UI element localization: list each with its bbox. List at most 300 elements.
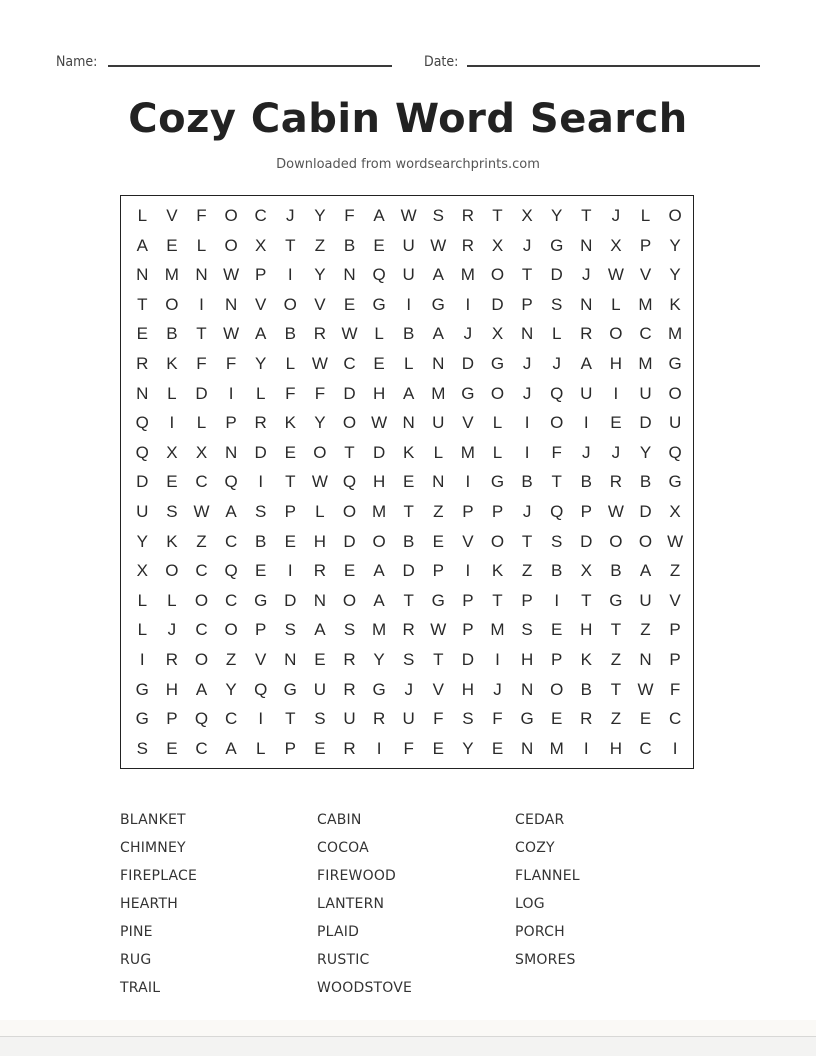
grid-cell[interactable]: Y (255, 354, 267, 373)
grid-cell[interactable]: A (136, 235, 148, 255)
grid-cell[interactable]: L (611, 294, 621, 314)
grid-cell[interactable]: J (167, 620, 177, 640)
grid-cell[interactable]: Q (194, 709, 209, 729)
grid-cell[interactable]: I (258, 709, 264, 729)
grid-cell[interactable]: T (492, 590, 503, 610)
grid-cell[interactable]: R (136, 354, 149, 373)
grid-cell[interactable]: Y (462, 738, 474, 758)
grid-cell[interactable]: B (284, 324, 296, 344)
grid-cell[interactable]: B (166, 324, 178, 344)
grid-cell[interactable]: X (491, 324, 504, 344)
grid-cell[interactable]: Z (314, 235, 326, 255)
grid-cell[interactable]: M (164, 265, 179, 285)
grid-cell[interactable]: Z (196, 531, 207, 551)
grid-cell[interactable]: I (583, 738, 589, 758)
grid-cell[interactable]: E (284, 531, 296, 551)
grid-cell[interactable]: J (522, 383, 532, 403)
grid-cell[interactable]: B (255, 531, 267, 551)
grid-cell[interactable]: G (668, 354, 682, 373)
grid-cell[interactable]: G (135, 709, 149, 729)
grid-cell[interactable]: Y (669, 235, 681, 255)
grid-cell[interactable]: A (639, 561, 652, 581)
grid-cell[interactable]: N (224, 442, 238, 462)
grid-cell[interactable]: O (372, 531, 386, 551)
grid-cell[interactable]: K (669, 294, 681, 314)
grid-cell[interactable]: T (610, 620, 622, 640)
date-line[interactable] (467, 65, 760, 67)
grid-cell[interactable]: L (315, 502, 325, 521)
grid-cell[interactable]: N (136, 383, 149, 403)
grid-cell[interactable]: C (639, 738, 652, 758)
grid-cell[interactable]: O (342, 413, 357, 433)
grid-cell[interactable]: R (580, 709, 593, 729)
grid-cell[interactable]: L (433, 442, 444, 462)
grid-cell[interactable]: T (196, 324, 207, 344)
grid-cell[interactable]: V (669, 590, 681, 610)
grid-cell[interactable]: O (342, 590, 357, 610)
grid-cell[interactable]: M (638, 294, 653, 314)
grid-cell[interactable]: W (607, 265, 624, 285)
grid-cell[interactable]: K (580, 650, 592, 669)
grid-cell[interactable]: O (165, 561, 179, 581)
grid-cell[interactable]: W (667, 531, 684, 551)
grid-cell[interactable]: D (461, 354, 475, 373)
grid-cell[interactable]: A (314, 620, 326, 640)
grid-cell[interactable]: S (136, 738, 148, 758)
grid-cell[interactable]: E (639, 709, 652, 729)
grid-cell[interactable]: E (403, 472, 415, 492)
grid-cell[interactable]: O (194, 650, 209, 669)
grid-cell[interactable]: N (313, 590, 327, 610)
grid-cell[interactable]: Q (668, 442, 682, 462)
grid-cell[interactable]: F (314, 383, 326, 403)
grid-cell[interactable]: T (521, 265, 533, 285)
grid-cell[interactable]: T (433, 650, 444, 669)
grid-cell[interactable]: W (311, 472, 328, 492)
grid-cell[interactable]: X (669, 502, 681, 521)
grid-cell[interactable]: S (403, 650, 415, 669)
grid-cell[interactable]: U (402, 235, 415, 255)
grid-cell[interactable]: N (432, 354, 445, 373)
grid-cell[interactable]: Y (314, 206, 326, 225)
grid-cell[interactable]: O (283, 294, 297, 314)
grid-cell[interactable]: I (554, 590, 560, 610)
grid-cell[interactable]: B (580, 472, 592, 492)
grid-cell[interactable]: A (195, 679, 208, 699)
grid-cell[interactable]: F (344, 206, 355, 225)
grid-cell[interactable]: I (465, 472, 471, 492)
grid-cell[interactable]: M (490, 620, 505, 640)
grid-cell[interactable]: S (521, 620, 533, 640)
grid-cell[interactable]: V (462, 531, 474, 551)
grid-cell[interactable]: D (136, 472, 149, 492)
grid-cell[interactable]: D (550, 265, 563, 285)
grid-cell[interactable]: J (463, 324, 473, 344)
grid-cell[interactable]: W (637, 679, 654, 699)
grid-cell[interactable]: I (139, 650, 145, 669)
grid-cell[interactable]: I (287, 265, 293, 285)
grid-cell[interactable]: N (284, 650, 297, 669)
grid-cell[interactable]: R (343, 738, 356, 758)
grid-cell[interactable]: U (313, 679, 327, 699)
grid-cell[interactable]: J (522, 235, 532, 255)
grid-cell[interactable]: Q (135, 413, 149, 433)
grid-cell[interactable]: D (254, 442, 267, 462)
grid-cell[interactable]: R (609, 472, 623, 492)
grid-cell[interactable]: B (580, 679, 592, 699)
grid-cell[interactable]: E (166, 738, 178, 758)
grid-cell[interactable]: E (314, 650, 326, 669)
grid-cell[interactable]: B (639, 472, 652, 492)
grid-cell[interactable]: F (551, 442, 562, 462)
grid-cell[interactable]: P (639, 235, 652, 255)
grid-cell[interactable]: W (341, 324, 358, 344)
grid-cell[interactable]: F (285, 383, 296, 403)
grid-cell[interactable]: G (254, 590, 268, 610)
grid-cell[interactable]: L (196, 235, 207, 255)
grid-cell[interactable]: P (255, 620, 267, 640)
grid-cell[interactable]: V (314, 294, 326, 314)
grid-cell[interactable]: X (491, 235, 504, 255)
grid-cell[interactable]: K (491, 561, 504, 581)
grid-cell[interactable]: G (520, 709, 534, 729)
grid-cell[interactable]: B (521, 472, 533, 492)
grid-cell[interactable]: F (492, 709, 503, 729)
grid-cell[interactable]: H (520, 650, 534, 669)
grid-cell[interactable]: G (431, 294, 445, 314)
grid-cell[interactable]: X (166, 442, 178, 462)
grid-cell[interactable]: A (580, 354, 592, 373)
grid-cell[interactable]: K (284, 413, 296, 433)
grid-cell[interactable]: J (522, 354, 532, 373)
grid-cell[interactable]: Y (225, 679, 237, 699)
grid-cell[interactable]: Z (225, 650, 237, 669)
grid-cell[interactable]: B (343, 235, 356, 255)
grid-cell[interactable]: Y (314, 413, 326, 433)
grid-cell[interactable]: L (137, 590, 148, 610)
grid-cell[interactable]: O (668, 206, 682, 225)
grid-cell[interactable]: I (199, 294, 204, 314)
grid-cell[interactable]: C (254, 206, 267, 225)
name-line[interactable] (108, 65, 392, 67)
grid-cell[interactable]: D (491, 294, 504, 314)
grid-cell[interactable]: D (343, 531, 356, 551)
grid-cell[interactable]: O (550, 679, 564, 699)
grid-cell[interactable]: K (166, 531, 178, 551)
grid-cell[interactable]: P (551, 650, 563, 669)
grid-cell[interactable]: A (373, 590, 385, 610)
grid-cell[interactable]: T (285, 235, 296, 255)
grid-cell[interactable]: T (581, 590, 592, 610)
grid-cell[interactable]: R (165, 650, 179, 669)
grid-cell[interactable]: G (283, 679, 297, 699)
grid-cell[interactable]: K (166, 354, 178, 373)
grid-cell[interactable]: H (372, 472, 386, 492)
grid-cell[interactable]: S (551, 294, 563, 314)
grid-cell[interactable]: L (492, 413, 503, 433)
grid-cell[interactable]: R (461, 206, 475, 225)
grid-cell[interactable]: O (165, 294, 179, 314)
grid-cell[interactable]: E (166, 472, 178, 492)
grid-cell[interactable]: A (225, 502, 237, 521)
grid-cell[interactable]: Q (550, 502, 564, 521)
grid-cell[interactable]: O (609, 324, 623, 344)
grid-cell[interactable]: I (583, 413, 589, 433)
grid-cell[interactable]: C (195, 561, 208, 581)
grid-cell[interactable]: O (224, 206, 238, 225)
grid-cell[interactable]: C (195, 472, 208, 492)
grid-cell[interactable]: U (432, 413, 445, 433)
grid-cell[interactable]: S (343, 620, 356, 640)
grid-cell[interactable]: P (166, 709, 178, 729)
grid-cell[interactable]: X (610, 235, 622, 255)
grid-cell[interactable]: Q (342, 472, 357, 492)
grid-cell[interactable]: Z (669, 561, 681, 581)
grid-cell[interactable]: L (374, 324, 384, 344)
grid-cell[interactable]: J (611, 206, 621, 225)
grid-cell[interactable]: N (195, 265, 208, 285)
grid-cell[interactable]: P (669, 650, 681, 669)
grid-cell[interactable]: X (136, 561, 148, 581)
grid-cell[interactable]: R (343, 650, 356, 669)
grid-cell[interactable]: J (522, 502, 532, 521)
grid-cell[interactable]: S (432, 206, 444, 225)
grid-cell[interactable]: E (432, 531, 444, 551)
grid-cell[interactable]: C (639, 324, 652, 344)
grid-cell[interactable]: C (668, 709, 682, 729)
grid-cell[interactable]: H (461, 679, 475, 699)
grid-cell[interactable]: X (580, 561, 592, 581)
grid-cell[interactable]: E (314, 738, 326, 758)
grid-cell[interactable]: O (194, 590, 209, 610)
grid-cell[interactable]: O (224, 235, 238, 255)
grid-cell[interactable]: T (610, 679, 622, 699)
grid-cell[interactable]: S (166, 502, 178, 521)
grid-cell[interactable]: M (431, 383, 446, 403)
grid-cell[interactable]: W (193, 502, 210, 521)
grid-cell[interactable]: H (372, 383, 386, 403)
grid-cell[interactable]: L (137, 206, 148, 225)
grid-cell[interactable]: O (638, 531, 653, 551)
grid-cell[interactable]: P (462, 502, 474, 521)
grid-cell[interactable]: F (669, 679, 681, 699)
grid-cell[interactable]: R (343, 679, 356, 699)
grid-cell[interactable]: Q (550, 383, 564, 403)
grid-cell[interactable]: M (638, 354, 653, 373)
grid-cell[interactable]: E (551, 620, 563, 640)
grid-cell[interactable]: L (167, 383, 177, 403)
grid-cell[interactable]: W (430, 235, 447, 255)
grid-cell[interactable]: G (431, 590, 445, 610)
grid-cell[interactable]: V (166, 206, 178, 225)
grid-cell[interactable]: U (639, 383, 652, 403)
grid-cell[interactable]: V (639, 265, 652, 285)
grid-cell[interactable]: T (403, 502, 414, 521)
grid-cell[interactable]: A (403, 383, 415, 403)
grid-cell[interactable]: W (430, 620, 447, 640)
grid-cell[interactable]: P (462, 590, 474, 610)
grid-cell[interactable]: F (196, 206, 207, 225)
grid-cell[interactable]: N (580, 294, 593, 314)
grid-cell[interactable]: O (550, 413, 564, 433)
grid-cell[interactable]: T (403, 590, 414, 610)
grid-cell[interactable]: O (668, 383, 682, 403)
grid-cell[interactable]: T (285, 709, 296, 729)
grid-cell[interactable]: V (255, 294, 267, 314)
grid-cell[interactable]: X (521, 206, 533, 225)
grid-cell[interactable]: D (343, 383, 356, 403)
grid-cell[interactable]: N (520, 738, 534, 758)
grid-cell[interactable]: C (195, 738, 208, 758)
grid-cell[interactable]: J (493, 679, 502, 699)
grid-cell[interactable]: D (639, 413, 652, 433)
grid-cell[interactable]: R (402, 620, 415, 640)
grid-cell[interactable]: W (311, 354, 328, 373)
grid-cell[interactable]: H (165, 679, 179, 699)
grid-cell[interactable]: I (524, 442, 530, 462)
grid-cell[interactable]: D (639, 502, 652, 521)
grid-cell[interactable]: J (582, 265, 591, 285)
grid-cell[interactable]: P (225, 413, 237, 433)
grid-cell[interactable]: O (609, 531, 623, 551)
grid-cell[interactable]: I (613, 383, 619, 403)
grid-cell[interactable]: U (343, 709, 356, 729)
grid-cell[interactable]: O (490, 383, 505, 403)
grid-cell[interactable]: T (344, 442, 355, 462)
grid-cell[interactable]: J (552, 354, 561, 373)
grid-cell[interactable]: I (406, 294, 412, 314)
grid-cell[interactable]: W (223, 265, 240, 285)
grid-cell[interactable]: I (228, 383, 234, 403)
grid-cell[interactable]: G (490, 354, 505, 373)
grid-cell[interactable]: J (611, 442, 621, 462)
grid-cell[interactable]: E (284, 442, 296, 462)
grid-cell[interactable]: I (672, 738, 678, 758)
grid-cell[interactable]: D (402, 561, 415, 581)
grid-cell[interactable]: K (403, 442, 415, 462)
grid-cell[interactable]: D (284, 590, 297, 610)
grid-cell[interactable]: P (669, 620, 681, 640)
grid-cell[interactable]: W (400, 206, 417, 225)
grid-cell[interactable]: G (550, 235, 564, 255)
grid-cell[interactable]: N (224, 294, 238, 314)
grid-cell[interactable]: G (609, 590, 623, 610)
grid-cell[interactable]: U (402, 709, 415, 729)
grid-cell[interactable]: I (258, 472, 264, 492)
grid-cell[interactable]: L (403, 354, 414, 373)
grid-cell[interactable]: C (343, 354, 356, 373)
grid-cell[interactable]: G (668, 472, 682, 492)
grid-cell[interactable]: Y (669, 265, 681, 285)
grid-cell[interactable]: Y (639, 442, 652, 462)
grid-cell[interactable]: L (167, 590, 177, 610)
grid-cell[interactable]: R (580, 324, 593, 344)
grid-cell[interactable]: U (668, 413, 682, 433)
grid-cell[interactable]: Z (610, 709, 622, 729)
grid-cell[interactable]: D (195, 383, 208, 403)
grid-cell[interactable]: L (285, 354, 296, 373)
grid-cell[interactable]: W (371, 413, 388, 433)
grid-cell[interactable]: Z (521, 561, 533, 581)
grid-cell[interactable]: P (432, 561, 444, 581)
grid-cell[interactable]: O (224, 620, 238, 640)
grid-cell[interactable]: U (402, 265, 415, 285)
grid-cell[interactable]: Z (640, 620, 651, 640)
grid-cell[interactable]: V (462, 413, 474, 433)
grid-cell[interactable]: P (462, 620, 474, 640)
grid-cell[interactable]: Y (136, 531, 148, 551)
grid-cell[interactable]: R (461, 235, 475, 255)
grid-cell[interactable]: O (490, 531, 505, 551)
grid-cell[interactable]: L (640, 206, 651, 225)
grid-cell[interactable]: E (373, 354, 385, 373)
grid-cell[interactable]: C (224, 709, 238, 729)
grid-cell[interactable]: I (524, 413, 530, 433)
grid-cell[interactable]: F (433, 709, 444, 729)
grid-cell[interactable]: Q (372, 265, 386, 285)
grid-cell[interactable]: I (465, 561, 471, 581)
grid-cell[interactable]: N (136, 265, 149, 285)
grid-cell[interactable]: G (372, 679, 386, 699)
grid-cell[interactable]: T (581, 206, 592, 225)
grid-cell[interactable]: Y (314, 265, 326, 285)
grid-cell[interactable]: Y (551, 206, 563, 225)
grid-cell[interactable]: S (551, 531, 563, 551)
grid-cell[interactable]: W (607, 502, 624, 521)
grid-cell[interactable]: C (224, 590, 238, 610)
grid-cell[interactable]: F (196, 354, 207, 373)
grid-cell[interactable]: O (342, 502, 357, 521)
grid-cell[interactable]: T (551, 472, 562, 492)
grid-cell[interactable]: A (225, 738, 237, 758)
grid-cell[interactable]: I (169, 413, 175, 433)
grid-cell[interactable]: N (520, 679, 534, 699)
grid-cell[interactable]: E (373, 235, 385, 255)
grid-cell[interactable]: B (403, 324, 415, 344)
grid-cell[interactable]: N (432, 472, 445, 492)
grid-cell[interactable]: B (610, 561, 622, 581)
grid-cell[interactable]: C (224, 531, 238, 551)
grid-cell[interactable]: E (610, 413, 622, 433)
grid-cell[interactable]: P (284, 502, 296, 521)
grid-cell[interactable]: N (580, 235, 593, 255)
grid-cell[interactable]: E (551, 709, 563, 729)
grid-cell[interactable]: H (313, 531, 327, 551)
grid-cell[interactable]: A (373, 206, 385, 225)
grid-cell[interactable]: C (195, 620, 208, 640)
grid-cell[interactable]: N (402, 413, 415, 433)
grid-cell[interactable]: T (521, 531, 533, 551)
grid-cell[interactable]: S (284, 620, 296, 640)
grid-cell[interactable]: H (609, 738, 623, 758)
grid-cell[interactable]: O (313, 442, 327, 462)
grid-cell[interactable]: I (287, 561, 293, 581)
grid-cell[interactable]: D (461, 650, 475, 669)
grid-cell[interactable]: X (195, 442, 208, 462)
grid-cell[interactable]: G (135, 679, 149, 699)
grid-cell[interactable]: B (403, 531, 415, 551)
grid-cell[interactable]: Q (254, 679, 268, 699)
grid-cell[interactable]: I (495, 650, 500, 669)
grid-cell[interactable]: P (521, 590, 533, 610)
grid-cell[interactable]: X (255, 235, 267, 255)
grid-cell[interactable]: R (254, 413, 267, 433)
grid-cell[interactable]: G (490, 472, 505, 492)
grid-cell[interactable]: S (255, 502, 267, 521)
grid-cell[interactable]: Q (224, 472, 238, 492)
grid-cell[interactable]: Z (433, 502, 444, 521)
grid-cell[interactable]: G (461, 383, 475, 403)
